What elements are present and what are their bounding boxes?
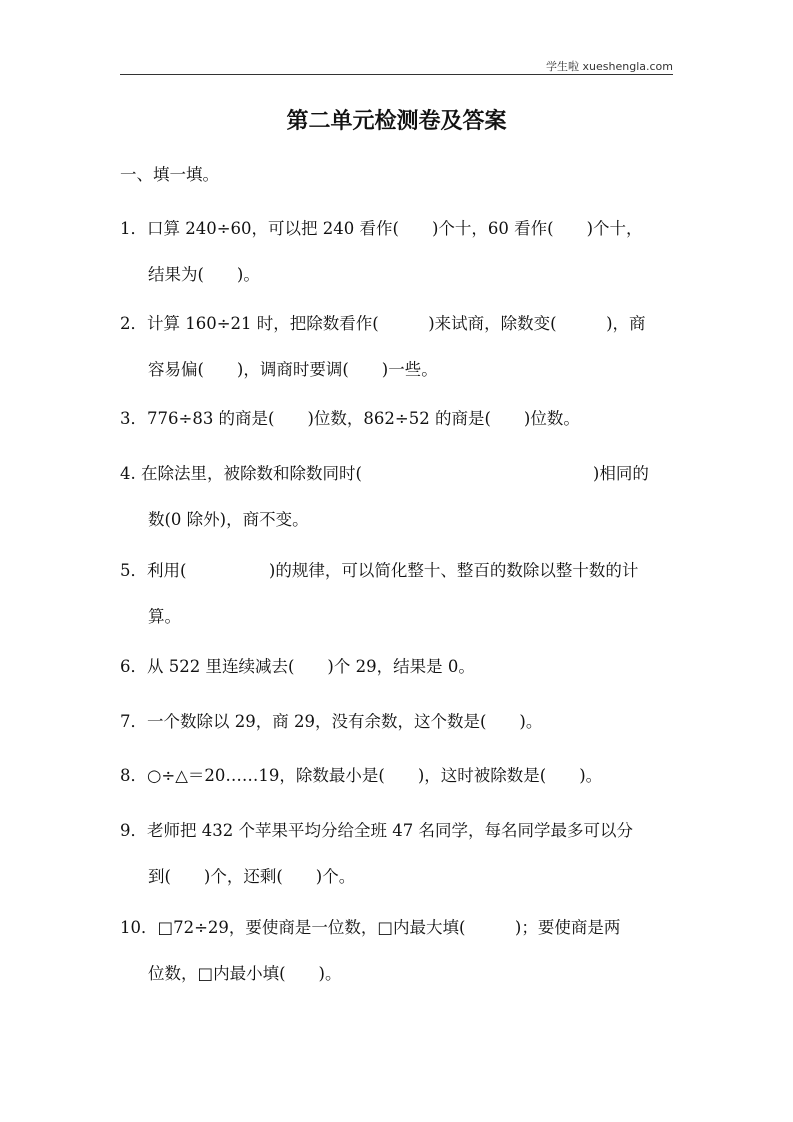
question-6-line-1: 6．从 522 里连续减去( )个 29，结果是 0。 — [120, 657, 475, 676]
question-1 — [120, 219, 675, 285]
question-10 — [120, 918, 675, 984]
question-6 — [120, 657, 675, 677]
question-4 — [120, 464, 675, 530]
question-3-line-1: 3．776÷83 的商是( )位数，862÷52 的商是( )位数。 — [120, 409, 580, 428]
question-7-line-1: 7．一个数除以 29，商 29，没有余数，这个数是( )。 — [120, 712, 543, 731]
question-2-line-1: 2．计算 160÷21 时，把除数看作( )来试商，除数变( )，商 — [120, 314, 646, 333]
question-5 — [120, 561, 675, 627]
page-title: 第二单元检测卷及答案 — [286, 109, 507, 134]
question-10-line-1: 10．□72÷29，要使商是一位数，□内最大填( )；要使商是两 — [120, 918, 621, 937]
section-heading: 一、填一填。 — [120, 165, 219, 184]
question-7 — [120, 712, 675, 732]
question-4-line-1: 4. 在除法里，被除数和除数同时( )相同的 — [120, 464, 649, 483]
question-3 — [120, 409, 675, 429]
question-2-line-2: 容易偏( )，调商时要调( )一些。 — [148, 360, 438, 379]
question-8 — [120, 766, 675, 786]
question-1-line-1: 1．口算 240÷60，可以把 240 看作( )个十，60 看作( )个十， — [120, 219, 643, 238]
header-divider — [120, 74, 673, 75]
question-9-line-2: 到( )个，还剩( )个。 — [148, 867, 356, 886]
question-2 — [120, 314, 675, 380]
question-9-line-1: 9．老师把 432 个苹果平均分给全班 47 名同学，每名同学最多可以分 — [120, 821, 633, 840]
question-9 — [120, 821, 675, 887]
question-1-line-2: 结果为( )。 — [148, 265, 260, 284]
question-5-line-2: 算。 — [148, 607, 181, 626]
question-10-line-2: 位数，□内最小填( )。 — [148, 964, 342, 983]
question-4-line-2: 数(0 除外)，商不变。 — [148, 510, 309, 529]
header-site-name: 学生啦 xueshengla.com — [546, 60, 673, 73]
question-5-line-1: 5．利用( )的规律，可以简化整十、整百的数除以整十数的计 — [120, 561, 639, 580]
question-8-line-1: 8．○÷△＝20……19，除数最小是( )，这时被除数是( )。 — [120, 766, 603, 785]
